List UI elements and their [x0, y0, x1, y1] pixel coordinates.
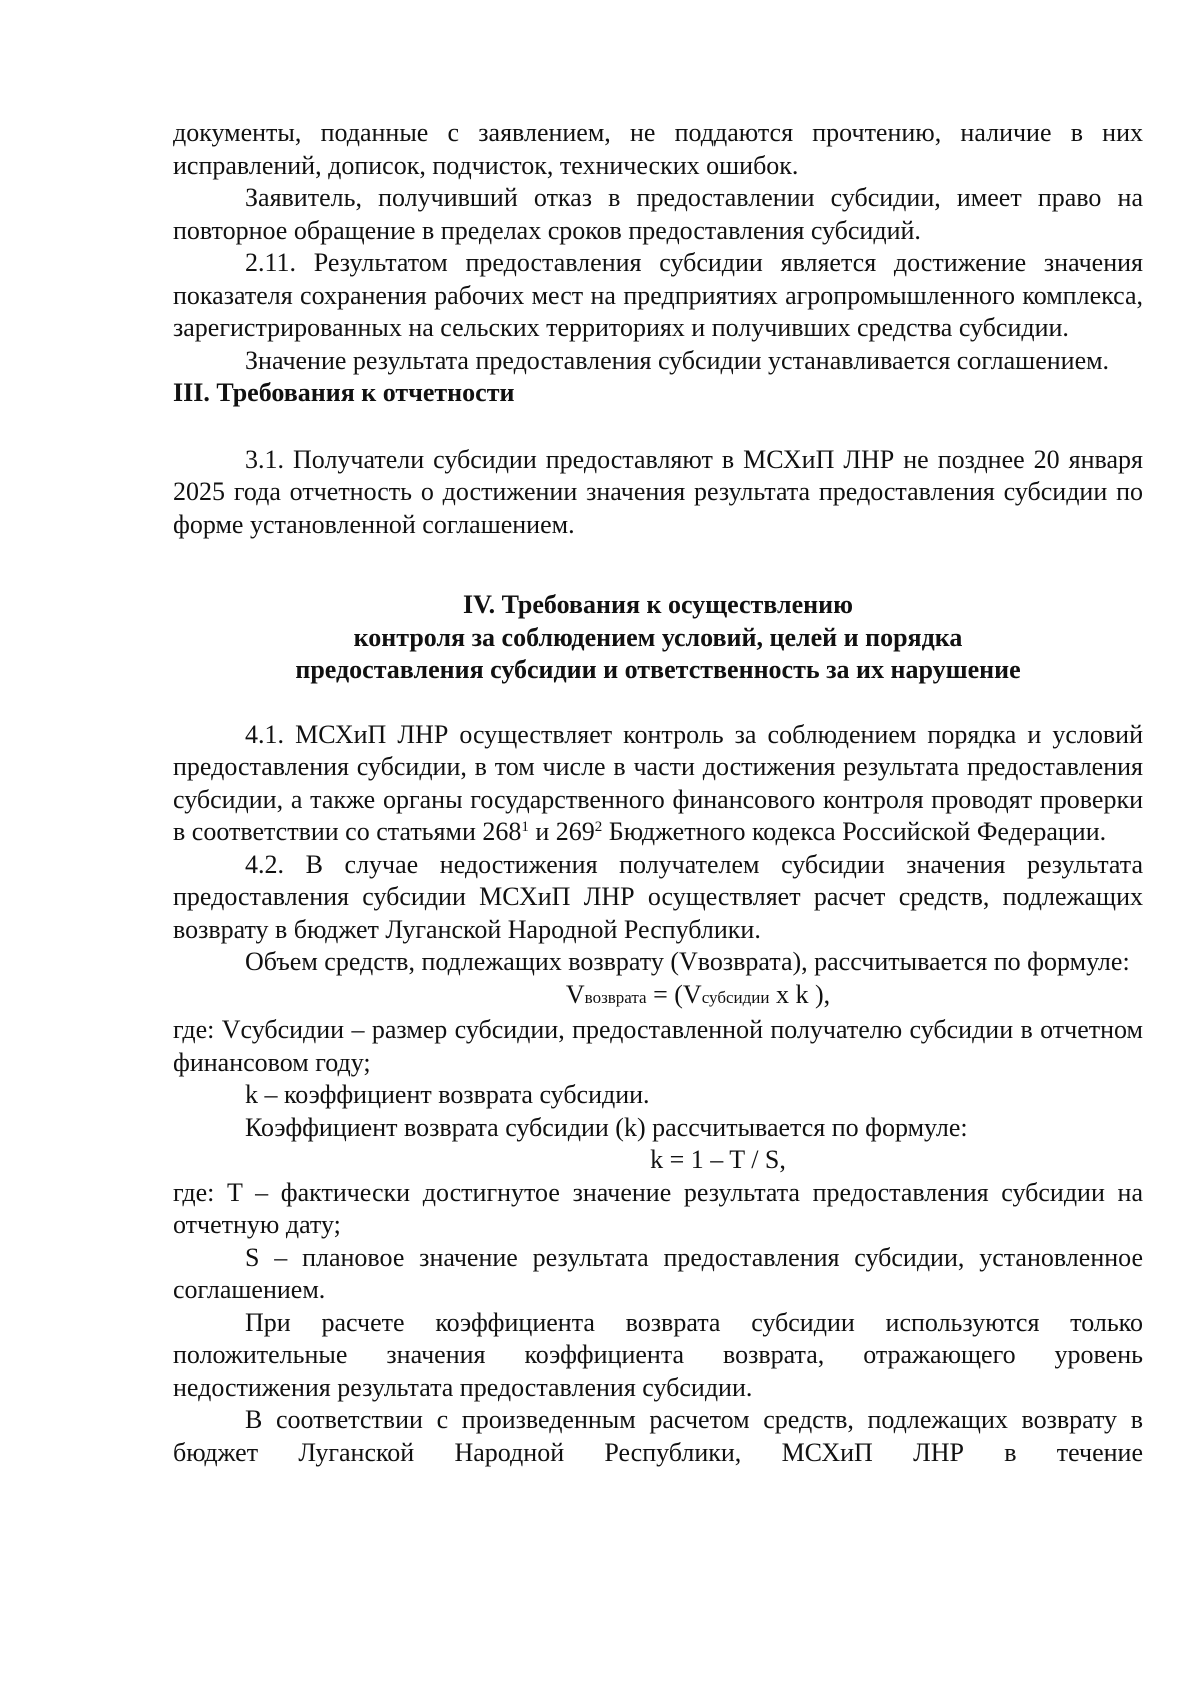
formula-k: k = 1 – T / S,	[650, 1145, 786, 1174]
paragraph-4-1-end: Бюджетного кодекса Российской Федерации.	[602, 817, 1107, 846]
paragraph-positive-values: При расчете коэффициента возврата субсидии используются только положительные значения коэффициента возврата, отражающего уровень недостижения результата предоставления субсидии.	[173, 1307, 1143, 1402]
formula-subscript-subsidy: субсидии	[701, 987, 770, 1007]
paragraph-4-1-and: и 269	[528, 817, 595, 846]
paragraph-2-11-result: 2.11. Результатом предоставления субсидии является достижение значения показателя сохранения рабочих мест на предприятиях агропромышленного комплекса, зарегистрированных на сельских территориях и получивших средства субсидии.	[173, 248, 1143, 342]
paragraph-4-2-return: 4.2. В случае недостижения получателем субсидии значения результата предоставления субсидии МСХиП ЛНР осуществляет расчет средств, подлежащих возврату в бюджет Луганской Народной Республики.	[173, 849, 1143, 944]
heading-line-1: IV. Требования к осуществлению	[463, 590, 853, 619]
paragraph-result-value: Значение результата предоставления субсидии устанавливается соглашением.	[245, 345, 1110, 375]
paragraph-k-formula-intro: Коэффициент возврата субсидии (k) рассчитывается по формуле:	[245, 1112, 968, 1142]
formula-end: х k ),	[769, 979, 831, 1009]
paragraph-s-definition: S – плановое значение результата предоставления субсидии, установленное соглашением.	[173, 1242, 1143, 1304]
paragraph-4-1-control	[173, 719, 1143, 849]
paragraph-where-v-subsidy: где: Vсубсидии – размер субсидии, предоставленной получателю субсидии в отчетном финансовом году;	[173, 1015, 1143, 1077]
formula-middle: = (V	[646, 979, 702, 1009]
paragraph-3-1-reporting: 3.1. Получатели субсидии предоставляют в МСХиП ЛНР не позднее 20 января 2025 года отчетность о достижении значения результата предоставления субсидии по форме установленной соглашением.	[173, 444, 1143, 539]
paragraph-return-volume: Объем средств, подлежащих возврату (Vвозврата), рассчитывается по формуле:	[245, 947, 1130, 976]
paragraph-documents-unreadable: документы, поданные с заявлением, не поддаются прочтению, наличие в них исправлений, дописок, подчисток, технических ошибок.	[173, 118, 1143, 180]
superscript-2: 2	[594, 819, 603, 835]
superscript-1: 1	[521, 819, 529, 835]
paragraph-repeat-application: Заявитель, получивший отказ в предоставлении субсидии, имеет право на повторное обращение в пределах сроков предоставления субсидий.	[173, 183, 1143, 245]
heading-line-2: контроля за соблюдением условий, целей и порядка	[353, 622, 963, 652]
paragraph-where-t: где: T – фактически достигнутое значение результата предоставления субсидии на отчетную дату;	[173, 1177, 1143, 1239]
section-heading-control	[173, 589, 1143, 687]
paragraph-return-budget: В соответствии с произведенным расчетом средств, подлежащих возврату в бюджет Луганской Народной Республики, МСХиП ЛНР в течение	[173, 1405, 1143, 1467]
section-heading-reporting: III. Требования к отчетности	[173, 378, 515, 407]
formula-return-volume	[173, 979, 1143, 1015]
formula-subscript-return: возврата	[584, 987, 647, 1007]
paragraph-k-definition: k – коэффициент возврата субсидии.	[245, 1080, 650, 1109]
document-body	[173, 117, 1143, 1469]
paragraph-4-1-text: 4.1. МСХиП ЛНР осуществляет контроль за соблюдением порядка и условий предоставления субсидии, в том числе в части достижения результата предоставления субсидии, а также органы государственного финансового контроля проводят проверки в соответствии со статьями 268	[173, 719, 1143, 846]
heading-line-3: предоставления субсидии и ответственность за их нарушение	[295, 655, 1021, 684]
formula-v: V	[565, 979, 585, 1009]
